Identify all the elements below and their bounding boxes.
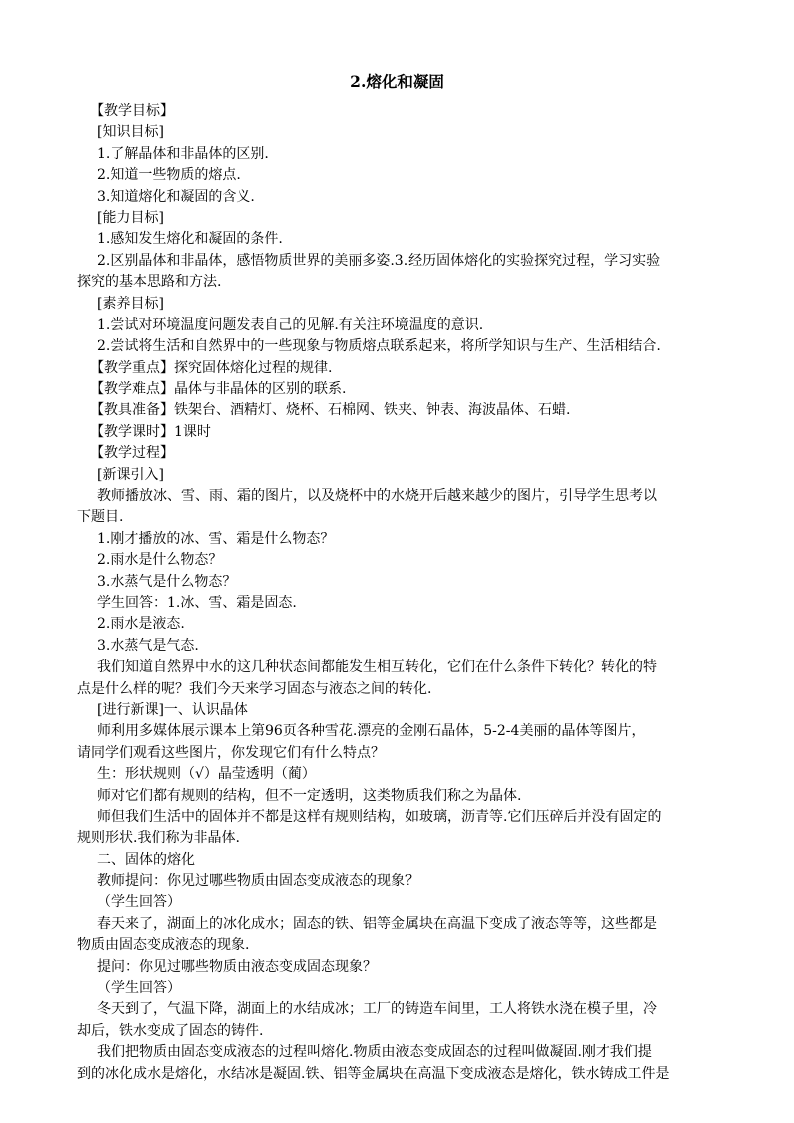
section-heading: 【教学目标】 (90, 103, 174, 119)
text-line: 1.了解晶体和非晶体的区别. (97, 145, 269, 162)
text-line: 师利用多媒体展示课本上第96页各种雪花.漂亮的金刚石晶体，5-2-4美丽的晶体等图片， (97, 723, 646, 740)
text-line: 2.尝试将生活和自然界中的一些现象与物质熔点联系起来，将所学知识与生产、生活相结合. (97, 338, 661, 355)
text-line: 2.区别晶体和非晶体，感悟物质世界的美丽多姿.3.经历固体熔化的实验探究过程，学习实验 (97, 252, 661, 269)
section-heading: 二、固体的熔化 (97, 851, 195, 868)
subsection-heading: [知识目标] (97, 124, 164, 141)
text-line: 却后，铁水变成了固态的铸件. (77, 1022, 264, 1039)
text-line: （学生回答） (97, 980, 181, 997)
text-line: 【教学重点】探究固体熔化过程的规律. (90, 359, 333, 376)
text-line: 【教学课时】1课时 (90, 423, 211, 440)
text-line: 冬天到了，气温下降，湖面上的水结成冰；工厂的铸造车间里，工人将铁水浇在模子里，冷 (97, 1001, 657, 1018)
section-heading: 【教学过程】 (90, 445, 174, 462)
text-line: 我们知道自然界中水的这几种状态间都能发生相互转化，它们在什么条件下转化？转化的特 (97, 659, 657, 676)
text-line: 【教具准备】铁架台、酒精灯、烧杯、石棉网、铁夹、钟表、海波晶体、石蜡. (90, 402, 571, 419)
text-line: 1.感知发生熔化和凝固的条件. (97, 231, 283, 248)
text-line: 到的冰化成水是熔化，水结冰是凝固.铁、铝等金属块在高温下变成液态是熔化，铁水铸成工件是 (77, 1065, 670, 1082)
text-line: 规则形状.我们称为非晶体. (77, 830, 240, 847)
text-line: 提问：你见过哪些物质由液态变成固态现象？ (97, 958, 377, 975)
text-line: 学生回答：1.冰、雪、霜是固态. (97, 594, 297, 611)
text-line: 师但我们生活中的固体并不都是这样有规则结构，如玻璃，沥青等.它们压碎后并没有固定的 (97, 808, 662, 825)
text-line: 生：形状规则（√）晶莹透明（蔺） (97, 766, 316, 783)
text-line: 教师提问：你见过哪些物质由固态变成液态的现象？ (97, 873, 419, 890)
text-line: 1.刚才播放的冰、雪、霜是什么物态？ (97, 530, 335, 547)
text-line: 点是什么样的呢？我们今天来学习固态与液态之间的转化. (77, 680, 432, 697)
text-line: 春天来了，湖面上的冰化成水；固态的铁、铝等金属块在高温下变成了液态等等，这些都是 (97, 915, 657, 932)
text-line: 探究的基本思路和方法. (77, 274, 222, 291)
text-line: 下题目. (77, 509, 124, 526)
text-line: 物质由固态变成液态的现象. (77, 937, 250, 954)
text-line: 1.尝试对环境温度问题发表自己的见解.有关注环境温度的意识. (97, 316, 484, 333)
text-line: （学生回答） (97, 894, 181, 911)
document-title: 2.熔化和凝固 (350, 72, 444, 91)
subsection-heading: [进行新课]一、认识晶体 (97, 701, 248, 718)
text-line: 【教学难点】晶体与非晶体的区别的联系. (90, 381, 347, 398)
text-line: 我们把物质由固态变成液态的过程叫熔化.物质由液态变成固态的过程叫做凝固.刚才我们提 (97, 1044, 652, 1061)
text-line: 2.雨水是液态. (97, 616, 185, 633)
text-line: 3.水蒸气是什么物态？ (97, 573, 237, 590)
text-line: 3.水蒸气是气态. (97, 637, 199, 654)
text-line: 3.知道熔化和凝固的含义. (97, 188, 255, 205)
document-body (77, 101, 736, 1085)
text-line: 教师播放冰、雪、雨、霜的图片，以及烧杯中的水烧开后越来越少的图片，引导学生思考以 (97, 488, 657, 505)
text-line: 师对它们都有规则的结构，但不一定透明，这类物质我们称之为晶体. (97, 787, 522, 804)
text-line: 2.知道一些物质的熔点. (97, 167, 241, 184)
text-line: 2.雨水是什么物态？ (97, 552, 223, 569)
text-line: 请同学们观看这些图片，你发现它们有什么特点？ (77, 744, 385, 761)
subsection-heading: [素养目标] (97, 295, 164, 312)
subsection-heading: [能力目标] (97, 209, 164, 226)
subsection-heading: [新课引入] (97, 466, 164, 483)
